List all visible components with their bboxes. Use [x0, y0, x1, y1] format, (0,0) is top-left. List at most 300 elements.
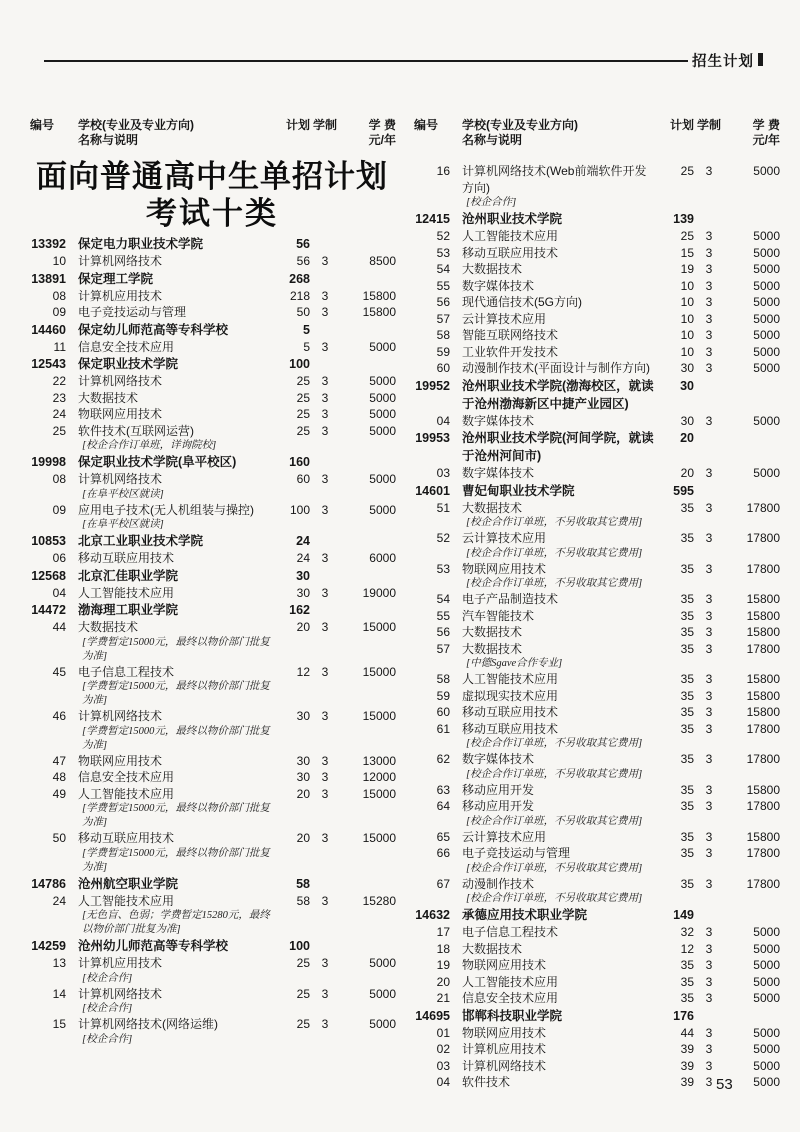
years-value: 3	[321, 709, 329, 723]
program-code: 17	[436, 925, 450, 939]
school-name: 保定幼儿师范高等专科学校	[78, 322, 229, 337]
program-name: 移动互联应用技术	[462, 705, 559, 719]
program-name: 物联网应用技术	[78, 753, 163, 768]
years-value: 3	[321, 786, 329, 801]
note-row	[26, 725, 398, 753]
program-row	[410, 829, 782, 846]
program-row	[410, 924, 782, 941]
school-code: 12568	[31, 568, 66, 583]
plan-value: 30	[680, 413, 694, 428]
fee-value: 6000	[369, 551, 396, 565]
school-code: 14632	[415, 908, 450, 922]
school-name: 保定电力职业技术学院	[78, 237, 204, 251]
fee-value: 5000	[753, 328, 780, 342]
program-name: 数字媒体技术	[462, 466, 535, 480]
program-code: 65	[436, 829, 450, 844]
school-row	[26, 567, 398, 585]
program-code: 08	[52, 472, 66, 486]
years-value: 3	[321, 288, 329, 303]
fee-value: 5000	[369, 956, 396, 970]
years-value: 3	[705, 1042, 713, 1056]
fee-value: 5000	[753, 925, 780, 939]
note-text: [中德Sgave合作专业]	[466, 658, 563, 669]
note-text: [学费暂定15000元，最终以物价部门批复为准]	[82, 636, 270, 662]
fee-value: 5000	[369, 502, 396, 517]
plan-total: 100	[289, 939, 310, 953]
program-name: 信息安全技术应用	[78, 770, 175, 784]
plan-value: 25	[296, 374, 310, 388]
school-name: 沧州航空职业学院	[78, 876, 179, 891]
program-name: 人工智能技术应用	[462, 672, 559, 686]
school-name: 北京工业职业技术学院	[78, 534, 204, 548]
program-name: 大数据技术	[462, 941, 523, 956]
program-row	[410, 721, 782, 738]
plan-value: 35	[680, 625, 694, 639]
plan-value: 12	[296, 664, 310, 679]
years-value: 3	[705, 245, 713, 260]
plan-value: 12	[680, 941, 694, 956]
plan-value: 218	[289, 288, 310, 303]
years-value: 3	[705, 941, 713, 956]
program-code: 11	[53, 339, 66, 354]
program-code: 01	[436, 1025, 450, 1040]
program-code: 06	[52, 551, 66, 565]
note-spacer	[410, 516, 456, 530]
years-value: 3	[321, 956, 329, 970]
fee-value: 15000	[362, 786, 396, 801]
program-row	[26, 502, 398, 519]
program-code: 20	[436, 974, 450, 989]
years-value: 3	[705, 974, 713, 989]
fee-value: 5000	[753, 229, 780, 243]
years-value: 3	[321, 664, 329, 679]
program-row	[410, 782, 782, 799]
program-row	[26, 893, 398, 910]
program-code: 02	[436, 1042, 450, 1056]
note-spacer	[410, 577, 456, 591]
plan-value: 39	[680, 1075, 694, 1089]
fee-value: 5000	[369, 339, 396, 354]
program-name: 计算机网络技术(Web前端软件开发方向)	[462, 164, 647, 195]
fee-value: 5000	[753, 1075, 780, 1089]
fee-value: 5000	[753, 164, 780, 178]
note-spacer	[26, 518, 72, 532]
program-row	[26, 830, 398, 847]
plan-value: 35	[680, 561, 694, 576]
fee-value: 17800	[746, 876, 780, 891]
program-row	[410, 245, 782, 262]
school-code: 19952	[415, 378, 450, 393]
program-name: 计算机网络技术	[462, 1058, 547, 1073]
program-row	[410, 974, 782, 991]
program-name: 计算机网络技术	[78, 709, 163, 723]
fee-value: 5000	[753, 974, 780, 989]
program-code: 24	[52, 893, 66, 908]
school-name: 保定理工学院	[78, 271, 154, 286]
fee-value: 15000	[362, 620, 396, 634]
program-row	[26, 955, 398, 972]
years-value: 3	[705, 829, 713, 844]
program-code: 08	[52, 288, 66, 303]
program-name: 计算机应用技术	[78, 956, 163, 970]
program-row	[26, 339, 398, 356]
program-name: 移动互联应用技术	[462, 721, 559, 736]
program-row	[410, 311, 782, 328]
plan-total: 30	[296, 568, 310, 583]
program-row	[410, 294, 782, 311]
plan-value: 30	[680, 361, 694, 375]
plan-value: 35	[680, 531, 694, 545]
note-row	[410, 516, 782, 530]
school-code: 14786	[31, 876, 66, 891]
program-code: 03	[436, 1058, 450, 1073]
plan-value: 25	[296, 986, 310, 1001]
years-value: 3	[321, 423, 329, 438]
years-value: 3	[705, 641, 713, 656]
program-row	[26, 753, 398, 770]
years-value: 3	[705, 262, 713, 276]
program-row	[410, 261, 782, 278]
fee-value: 5000	[753, 344, 780, 359]
note-spacer	[410, 815, 456, 829]
note-text: [校企合作订单班，不另收取其它费用]	[466, 815, 643, 827]
program-code: 62	[436, 752, 450, 766]
program-name: 电子竞技运动与管理	[462, 846, 571, 860]
years-value: 3	[321, 390, 329, 405]
program-name: 信息安全技术应用	[462, 991, 559, 1005]
fee-value: 17800	[746, 561, 780, 576]
plan-value: 56	[296, 254, 310, 268]
section-title-line1: 面向普通高中生单招计划	[36, 159, 388, 194]
fee-value: 5000	[753, 413, 780, 428]
plan-total: 160	[289, 455, 310, 469]
note-spacer	[410, 862, 456, 876]
school-row	[26, 235, 398, 253]
note-row	[410, 577, 782, 591]
fee-value: 12000	[362, 770, 396, 784]
plan-value: 20	[296, 831, 310, 845]
note-row	[26, 1002, 398, 1016]
program-row	[410, 1041, 782, 1058]
plan-value: 20	[296, 620, 310, 634]
program-code: 45	[52, 664, 66, 679]
program-code: 13	[52, 956, 66, 970]
program-row	[26, 423, 398, 440]
plan-value: 50	[296, 305, 310, 319]
note-text: [校企合作订单班，不另收取其它费用]	[466, 547, 643, 559]
plan-value: 35	[680, 846, 694, 860]
column-header-name	[458, 118, 654, 148]
note-row	[26, 488, 398, 502]
note-spacer	[26, 680, 72, 708]
fee-value: 15000	[362, 831, 396, 845]
table-header-right	[410, 118, 782, 148]
plan-value: 25	[296, 1017, 310, 1031]
program-row	[26, 550, 398, 567]
years-value: 3	[705, 1025, 713, 1040]
school-name: 北京汇佳职业学院	[78, 568, 179, 583]
school-name: 保定职业技术学院(阜平校区)	[78, 455, 237, 469]
program-code: 18	[436, 941, 450, 956]
note-spacer	[26, 1002, 72, 1016]
column-header-fee-line2: 元/年	[368, 133, 396, 147]
school-code: 14259	[31, 939, 66, 953]
program-code: 19	[436, 958, 450, 972]
fee-value: 15800	[746, 608, 780, 623]
note-text: [校企合作]	[82, 972, 133, 984]
note-spacer	[26, 1033, 72, 1047]
program-code: 22	[52, 374, 66, 388]
years-value: 3	[705, 311, 713, 326]
program-code: 09	[52, 305, 66, 319]
note-text: [校企合作]	[466, 197, 517, 208]
column-header-years: 学制	[312, 118, 337, 132]
plan-total: 5	[303, 322, 310, 337]
program-row	[410, 465, 782, 482]
plan-value: 25	[680, 229, 694, 243]
school-row	[26, 453, 398, 471]
fee-value: 15800	[362, 305, 396, 319]
school-row	[26, 321, 398, 339]
plan-value: 25	[296, 956, 310, 970]
program-name: 智能互联网络技术	[462, 328, 559, 342]
plan-total: 149	[673, 908, 694, 922]
column-header-fee-line1: 学 费	[752, 118, 780, 132]
program-name: 移动应用开发	[462, 782, 535, 797]
years-value: 3	[705, 561, 713, 576]
program-code: 54	[436, 592, 450, 606]
note-row	[410, 547, 782, 561]
program-row	[410, 413, 782, 430]
years-value: 3	[321, 770, 329, 784]
column-header-fee	[724, 118, 782, 148]
plan-value: 5	[303, 339, 310, 354]
note-text: [校企合作订单班，不另收取其它费用]	[466, 578, 643, 589]
program-code: 16	[436, 164, 450, 178]
note-spacer	[26, 636, 72, 664]
years-value: 3	[705, 328, 713, 342]
program-code: 61	[436, 721, 450, 736]
years-value: 3	[321, 254, 329, 268]
fee-value: 13000	[362, 753, 396, 768]
program-name: 动漫制作技术	[462, 876, 535, 891]
fee-value: 17800	[746, 799, 780, 813]
table-header-left	[26, 118, 398, 148]
plan-value: 39	[680, 1058, 694, 1073]
plan-value: 25	[296, 423, 310, 438]
program-name: 现代通信技术(5G方向)	[462, 295, 583, 309]
fee-value: 5000	[753, 361, 780, 375]
program-row	[410, 671, 782, 688]
program-code: 55	[436, 608, 450, 623]
program-code: 56	[436, 295, 450, 309]
school-name: 曹妃甸职业技术学院	[462, 483, 575, 498]
plan-value: 35	[680, 641, 694, 656]
plan-total: 20	[680, 431, 694, 445]
plan-value: 30	[296, 709, 310, 723]
program-code: 57	[436, 311, 450, 326]
note-spacer	[410, 892, 456, 906]
fee-value: 5000	[369, 472, 396, 486]
fee-value: 5000	[753, 1042, 780, 1056]
fee-value: 5000	[753, 278, 780, 293]
program-row	[26, 619, 398, 636]
plan-total: 139	[673, 212, 694, 226]
plan-total: 58	[296, 876, 310, 891]
column-header-code: 编号	[30, 118, 55, 132]
program-code: 66	[436, 846, 450, 860]
plan-value: 32	[680, 925, 694, 939]
program-name: 大数据技术	[462, 641, 523, 656]
years-value: 3	[321, 374, 329, 388]
school-name: 渤海理工职业学院	[78, 603, 179, 617]
program-row	[410, 624, 782, 641]
program-code: 47	[52, 753, 66, 768]
column-header-plan: 计划	[669, 118, 694, 132]
plan-value: 35	[680, 974, 694, 989]
fee-value: 5000	[753, 295, 780, 309]
note-spacer	[26, 909, 72, 937]
program-name: 云计算技术应用	[462, 531, 547, 545]
fee-value: 5000	[753, 245, 780, 260]
fee-value: 5000	[753, 311, 780, 326]
program-name: 计算机网络技术(网络运维)	[78, 1017, 218, 1031]
program-row	[410, 798, 782, 815]
program-code: 04	[52, 585, 66, 600]
column-header-code: 编号	[414, 118, 439, 132]
years-value: 3	[705, 413, 713, 428]
plan-value: 58	[296, 893, 310, 908]
program-name: 移动互联应用技术	[78, 831, 175, 845]
school-row	[410, 210, 782, 228]
fee-value: 17800	[746, 641, 780, 656]
fee-value: 5000	[369, 390, 396, 405]
plan-value: 24	[296, 551, 310, 565]
program-row	[410, 360, 782, 377]
school-code: 14460	[31, 322, 66, 337]
plan-total: 268	[289, 271, 310, 286]
program-code: 53	[436, 245, 450, 260]
plan-value: 35	[680, 752, 694, 766]
plan-value: 15	[680, 245, 694, 260]
plan-value: 30	[296, 753, 310, 768]
school-row	[26, 875, 398, 893]
program-code: 10	[52, 254, 66, 268]
school-code: 14695	[415, 1008, 450, 1023]
years-value: 3	[705, 876, 713, 891]
plan-value: 35	[680, 876, 694, 891]
table-column-left	[26, 235, 398, 1047]
plan-value: 35	[680, 799, 694, 813]
years-value: 3	[705, 278, 713, 293]
program-name: 人工智能技术应用	[78, 786, 175, 801]
note-text: [学费暂定15000元，最终以物价部门批复为准]	[82, 725, 270, 751]
program-row	[26, 304, 398, 321]
school-name: 邯郸科技职业学院	[462, 1008, 563, 1023]
program-row	[26, 1016, 398, 1033]
school-row	[26, 355, 398, 373]
years-value: 3	[705, 799, 713, 813]
years-value: 3	[321, 305, 329, 319]
note-spacer	[26, 725, 72, 753]
years-value: 3	[321, 620, 329, 634]
years-value: 3	[705, 782, 713, 797]
note-row	[410, 815, 782, 829]
fee-value: 5000	[369, 423, 396, 438]
fee-value: 15280	[362, 893, 396, 908]
program-name: 软件技术	[462, 1075, 511, 1089]
program-code: 46	[52, 709, 66, 723]
program-row	[26, 253, 398, 270]
program-code: 48	[52, 770, 66, 784]
program-name: 应用电子技术(无人机组装与操控)	[78, 502, 254, 517]
program-row	[410, 704, 782, 721]
plan-value: 35	[680, 705, 694, 719]
column-header-name-line1: 学校(专业及专业方向)	[462, 118, 578, 132]
program-name: 工业软件开发技术	[462, 344, 559, 359]
note-row	[410, 768, 782, 782]
note-spacer	[410, 547, 456, 561]
plan-value: 30	[296, 585, 310, 600]
note-row	[410, 657, 782, 671]
plan-value: 35	[680, 688, 694, 703]
program-row	[26, 664, 398, 681]
plan-value: 35	[680, 592, 694, 606]
years-value: 3	[321, 753, 329, 768]
program-name: 大数据技术	[78, 620, 139, 634]
program-code: 04	[436, 1075, 450, 1089]
column-header-plan: 计划	[285, 118, 310, 132]
years-value: 3	[705, 721, 713, 736]
program-name: 物联网应用技术	[462, 1025, 547, 1040]
header-rule	[44, 60, 688, 62]
program-row	[26, 406, 398, 423]
note-text: [校企合作订单班，不另收取其它费用]	[466, 517, 643, 528]
plan-total: 30	[680, 378, 694, 393]
program-name: 虚拟现实技术应用	[462, 688, 559, 703]
program-name: 云计算技术应用	[462, 311, 547, 326]
plan-total: 595	[673, 483, 694, 498]
school-name: 沧州职业技术学院(渤海校区，就读于沧州渤海新区中捷产业园区)	[462, 378, 654, 411]
program-code: 60	[436, 705, 450, 719]
program-name: 计算机应用技术	[462, 1042, 547, 1056]
program-name: 物联网应用技术	[78, 407, 163, 421]
program-name: 移动互联应用技术	[78, 551, 175, 565]
note-row	[26, 636, 398, 664]
program-name: 信息安全技术应用	[78, 339, 175, 354]
school-name: 沧州职业技术学院	[462, 212, 563, 226]
years-value: 3	[705, 846, 713, 860]
fee-value: 17800	[746, 721, 780, 736]
program-code: 09	[52, 502, 66, 517]
fee-value: 15800	[746, 782, 780, 797]
note-text: [无色盲、色弱；学费暂定15280元，最终以物价部门批复为准]	[82, 910, 270, 935]
note-text: [校企合作订单班，不另收取其它费用]	[466, 862, 643, 874]
fee-value: 15000	[362, 709, 396, 723]
years-value: 3	[705, 229, 713, 243]
note-row	[26, 680, 398, 708]
school-name: 沧州幼儿师范高等专科学校	[78, 939, 229, 953]
years-value: 3	[321, 893, 329, 908]
program-row	[410, 751, 782, 768]
section-title	[26, 158, 398, 232]
fee-value: 15800	[746, 688, 780, 703]
program-row	[410, 591, 782, 608]
program-name: 电子竞技运动与管理	[78, 305, 187, 319]
program-code: 15	[52, 1017, 66, 1031]
column-header-name	[74, 118, 270, 148]
column-header-fee-line1: 学 费	[368, 118, 396, 132]
